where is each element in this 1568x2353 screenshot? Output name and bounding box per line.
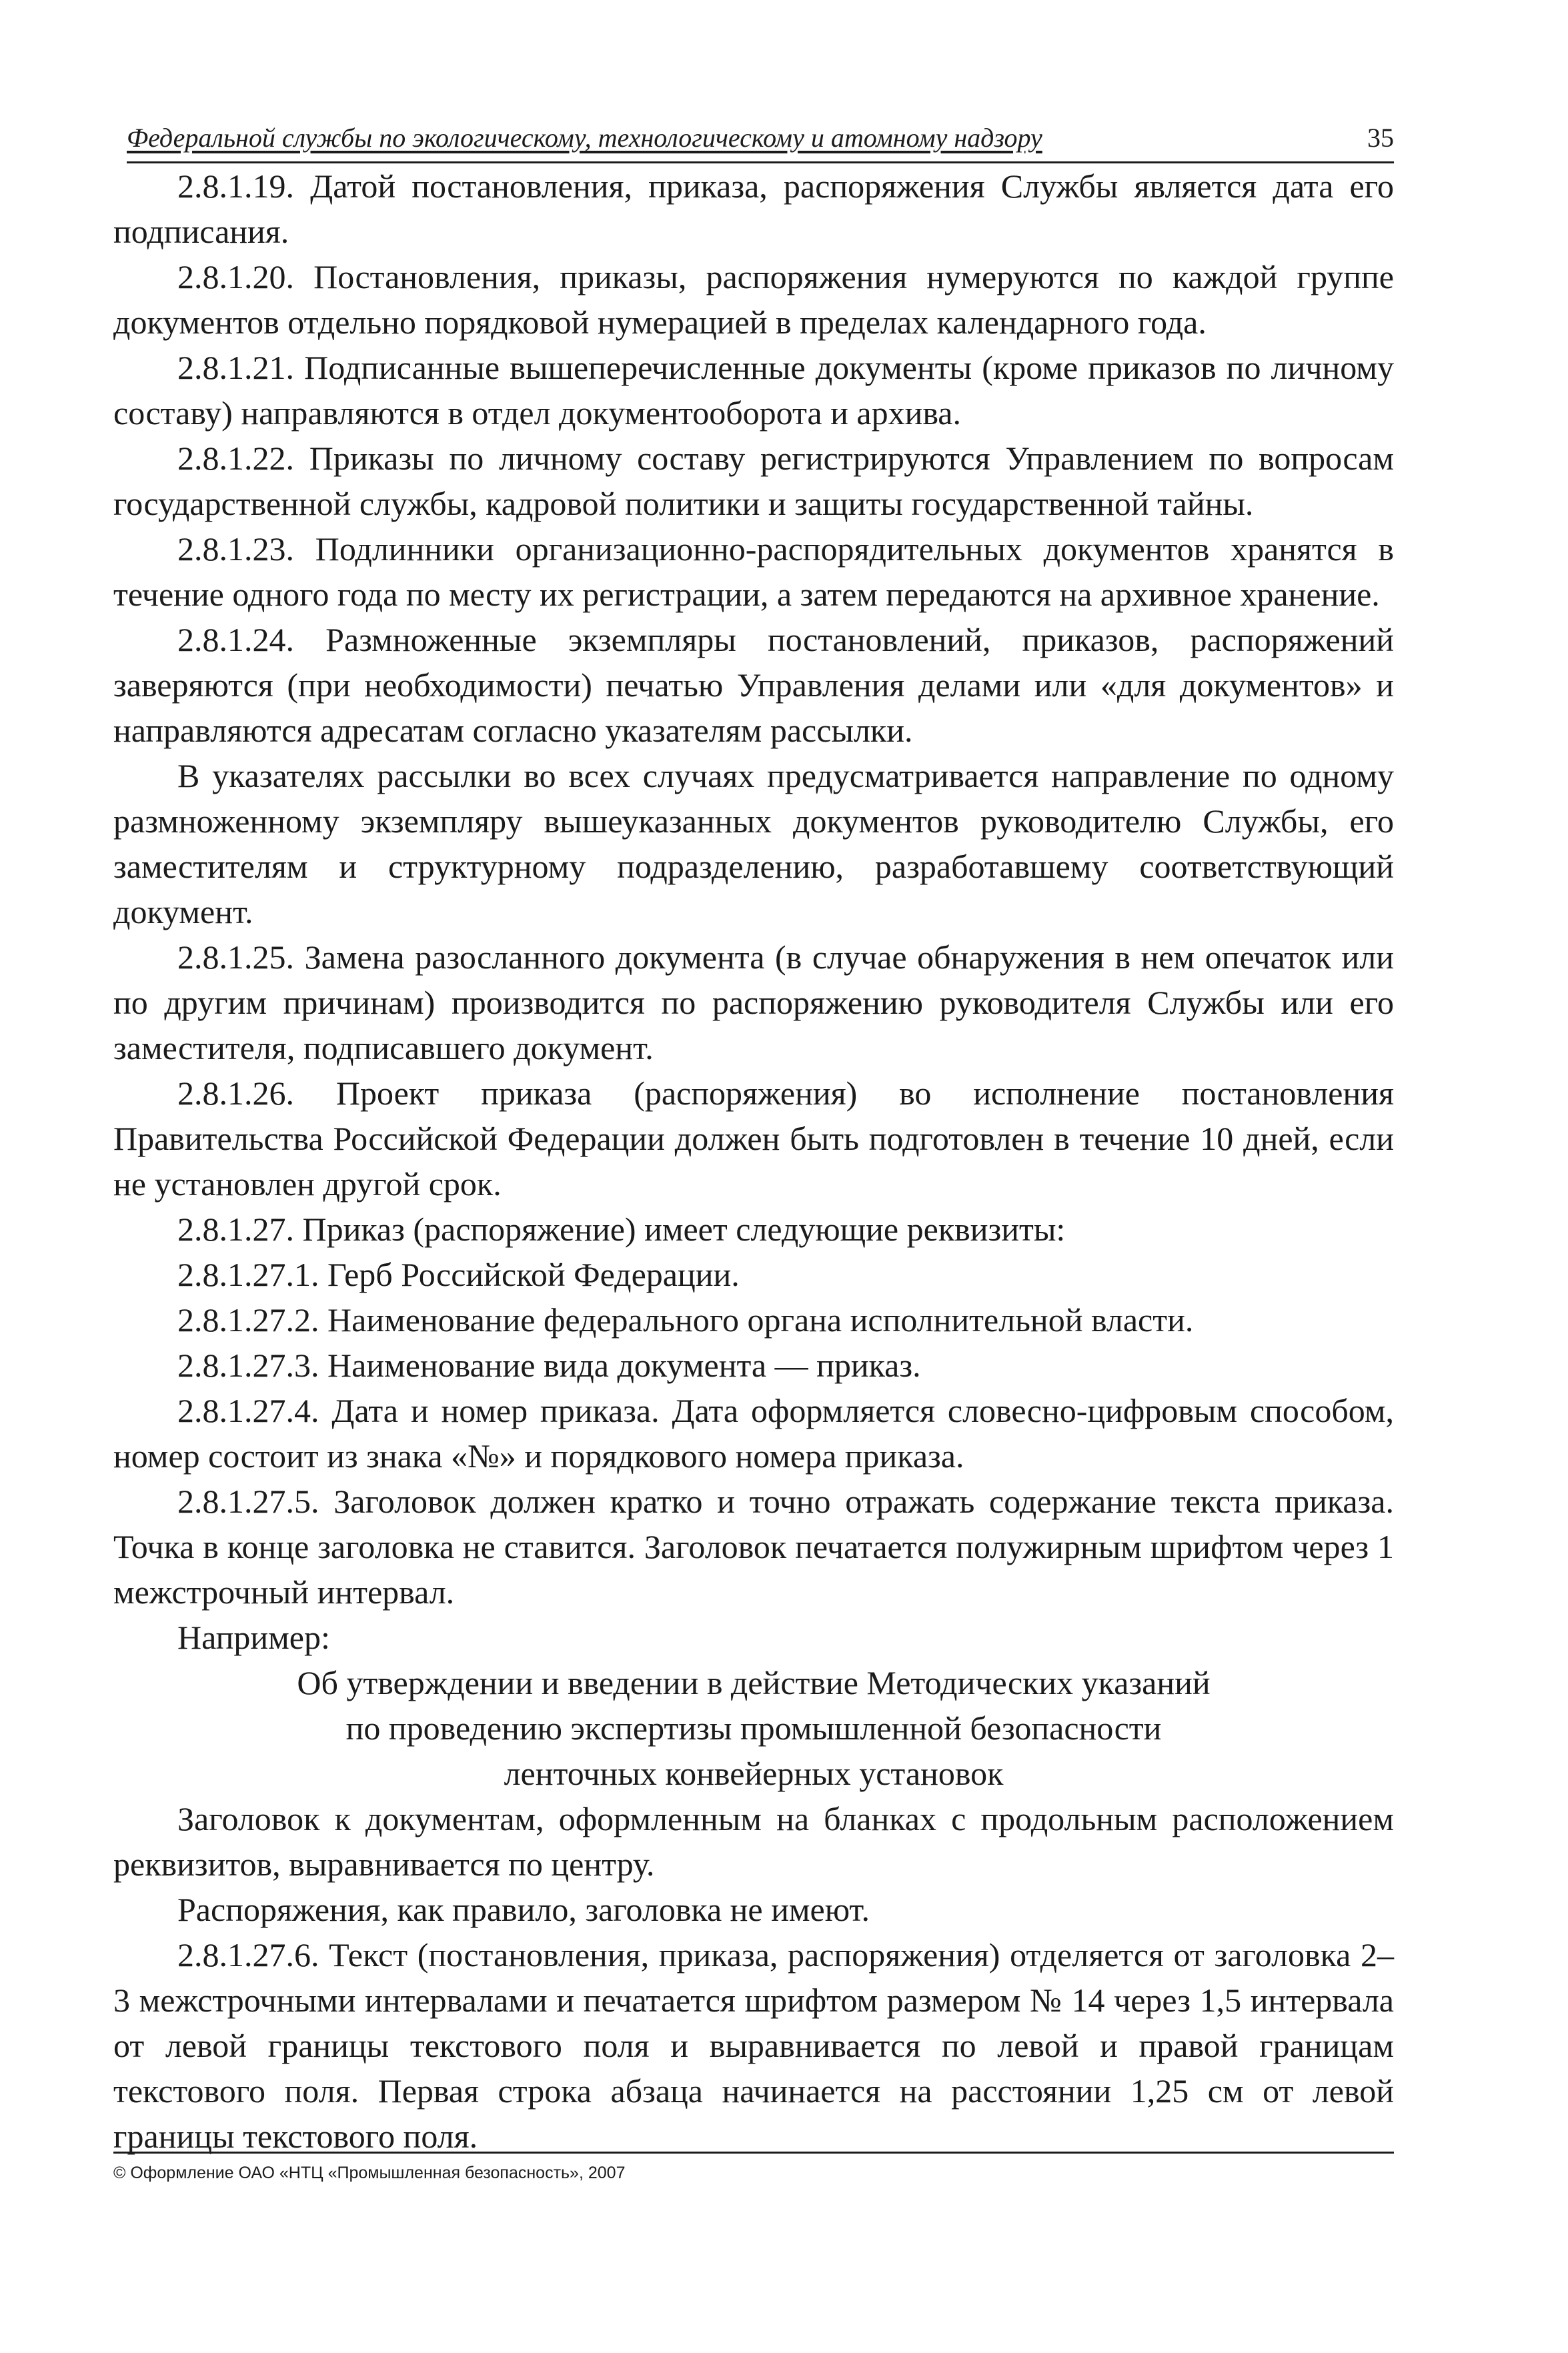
- paragraph-2-8-1-27-6: 2.8.1.27.6. Текст (постановления, приказа, распоряжения) отделяется от заголовка 2–3 межстрочными интервалами и печатается шрифтом размером № 14 через 1,5 интервала от левой границы текстового поля и выравнивается по левой и правой границам текстового поля. Первая строка абзаца начинается на расстоянии 1,25 см от левой границы текстового поля.: [113, 1936, 1394, 2155]
- example-title-block: [113, 1660, 1394, 1796]
- paragraph-2-8-1-27-1: 2.8.1.27.1. Герб Российской Федерации.: [177, 1256, 740, 1293]
- footer-copyright: © Оформление ОАО «НТЦ «Промышленная безопасность», 2007: [113, 2164, 626, 2182]
- page-number: 35: [1367, 123, 1394, 153]
- paragraph-2-8-1-25: 2.8.1.25. Замена разосланного документа (в случае обнаружения в нем опечаток или по другим причинам) производится по распоряжению руководителя Службы или его заместителя, подписавшего документ.: [113, 938, 1394, 1066]
- header-title: Федеральной службы по экологическому, технологическому и атомному надзору: [127, 123, 1042, 153]
- paragraph-2-8-1-27-3: 2.8.1.27.3. Наименование вида документа — приказ.: [177, 1347, 921, 1384]
- paragraph-2-8-1-23: 2.8.1.23. Подлинники организационно-распорядительных документов хранятся в течение одного года по месту их регистрации, а затем передаются на архивное хранение.: [113, 530, 1394, 613]
- paragraph-title-alignment: Заголовок к документам, оформленным на бланках с продольным расположением реквизитов, выравнивается по центру.: [113, 1800, 1394, 1883]
- paragraph-2-8-1-27-4: 2.8.1.27.4. Дата и номер приказа. Дата оформляется словесно-цифровым способом, номер состоит из знака «№» и порядкового номера приказа.: [113, 1392, 1394, 1475]
- paragraph-2-8-1-27-2: 2.8.1.27.2. Наименование федерального органа исполнительной власти.: [177, 1301, 1194, 1339]
- body-text: [113, 163, 1394, 2159]
- example-title-line: по проведению экспертизы промышленной безопасности: [345, 1709, 1162, 1747]
- example-title-line: ленточных конвейерных установок: [504, 1755, 1004, 1792]
- paragraph-distribution-lists: В указателях рассылки во всех случаях предусматривается направление по одному размноженному экземпляру вышеуказанных документов руководителю Службы, его заместителям и структурному подразделению, разработавшему соответствующий документ.: [113, 757, 1394, 930]
- paragraph-2-8-1-24: 2.8.1.24. Размноженные экземпляры постановлений, приказов, распоряжений заверяются (при необходимости) печатью Управления делами или «для документов» и направляются адресатам согласно указателям рассылки.: [113, 621, 1394, 749]
- paragraph-orders-no-title: Распоряжения, как правило, заголовка не имеют.: [177, 1891, 870, 1928]
- footer-divider: [113, 2152, 1394, 2154]
- running-header: [127, 115, 1394, 163]
- paragraph-2-8-1-19: 2.8.1.19. Датой постановления, приказа, распоряжения Службы является дата его подписания.: [113, 167, 1394, 250]
- example-title-line: Об утверждении и введении в действие Методических указаний: [297, 1664, 1211, 1701]
- paragraph-2-8-1-22: 2.8.1.22. Приказы по личному составу регистрируются Управлением по вопросам государственной службы, кадровой политики и защиты государственной тайны.: [113, 440, 1394, 522]
- paragraph-2-8-1-27-5: 2.8.1.27.5. Заголовок должен кратко и точно отражать содержание текста приказа. Точка в конце заголовка не ставится. Заголовок печатается полужирным шрифтом через 1 межстрочный интервал.: [113, 1483, 1394, 1611]
- example-label: Например:: [177, 1619, 330, 1656]
- paragraph-2-8-1-20: 2.8.1.20. Постановления, приказы, распоряжения нумеруются по каждой группе документов отдельно порядковой нумерацией в пределах календарного года.: [113, 258, 1394, 341]
- paragraph-2-8-1-26: 2.8.1.26. Проект приказа (распоряжения) во исполнение постановления Правительства Российской Федерации должен быть подготовлен в течение 10 дней, если не установлен другой срок.: [113, 1074, 1394, 1203]
- paragraph-2-8-1-21: 2.8.1.21. Подписанные вышеперечисленные документы (кроме приказов по личному составу) направляются в отдел документооборота и архива.: [113, 349, 1394, 432]
- paragraph-2-8-1-27: 2.8.1.27. Приказ (распоряжение) имеет следующие реквизиты:: [177, 1211, 1066, 1248]
